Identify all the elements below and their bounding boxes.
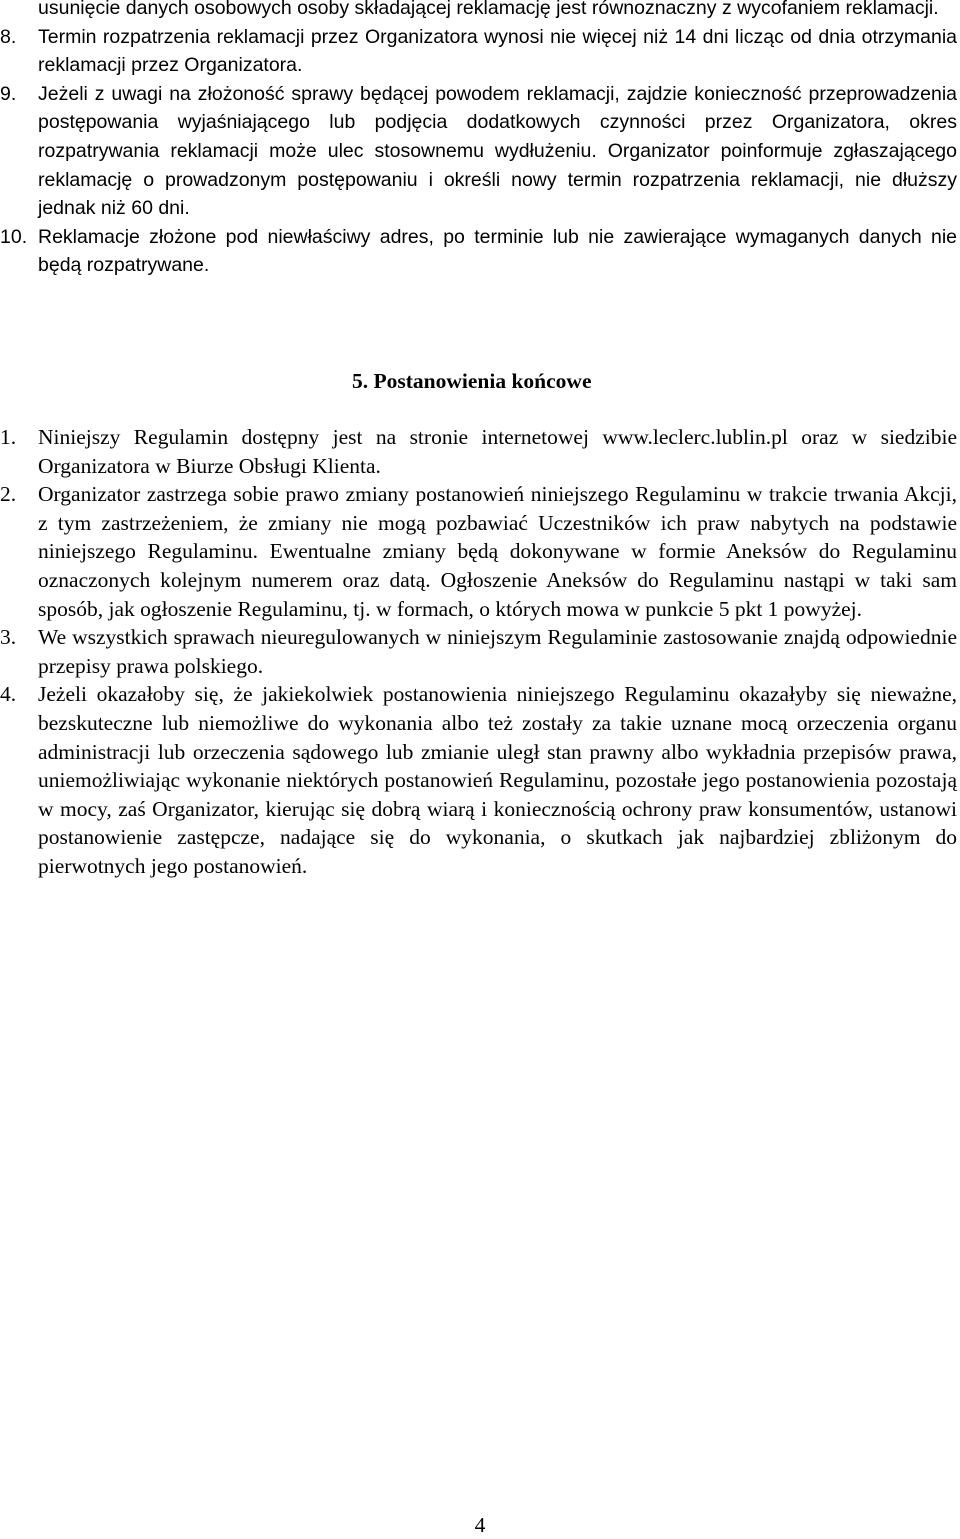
final-provisions-list bbox=[0, 423, 960, 881]
list-item bbox=[0, 23, 960, 80]
list-item-number: 2. bbox=[0, 482, 17, 507]
page-number: 4 bbox=[474, 1513, 486, 1537]
list-item bbox=[0, 0, 960, 23]
list-item-number: 9. bbox=[0, 82, 17, 105]
section-heading: 5. Postanowienia końcowe bbox=[352, 369, 592, 393]
list-item-number: 8. bbox=[0, 25, 17, 48]
complaints-list-continued bbox=[0, 0, 960, 280]
list-item bbox=[0, 680, 960, 880]
list-item-text: Jeżeli okazałoby się, że jakiekolwiek postanowienia niniejszego Regulaminu okazałyby się nieważne, bezskuteczne lub niemożliwe do wykonania albo też zostały za takie uznane mocą orzeczenia organu administracji lub orzeczenia sądowego lub zmianie uległ stan prawny albo wykładnia przepisów prawa, uniemożliwiając wykonanie niektórych postanowień Regulaminu, pozostałe jego postanowienia pozostają w mocy, zaś Organizator, kierując się dobrą wiarą i koniecznością ochrony praw konsumentów, ustanowi postanowienie zastępcze, nadające się do wykonania, o skutkach jak najbardziej zbliżonym do pierwotnych jego postanowień. bbox=[38, 682, 957, 878]
list-item-text: We wszystkich sprawach nieuregulowanych w niniejszym Regulaminie zastosowanie znajdą odpowiednie przepisy prawa polskiego. bbox=[38, 625, 957, 678]
list-item-number: 4. bbox=[0, 682, 17, 707]
list-item-text: Niniejszy Regulamin dostępny jest na stronie internetowej www.leclerc.lublin.pl oraz w siedzibie Organizatora w Biurze Obsługi Klienta. bbox=[38, 425, 957, 478]
list-item bbox=[0, 423, 960, 480]
list-item bbox=[0, 480, 960, 623]
list-item-text: Organizator zastrzega sobie prawo zmiany postanowień niniejszego Regulaminu w trakcie trwania Akcji, z tym zastrzeżeniem, że zmiany nie mogą pozbawiać Uczestników ich praw nabytych na podstawie niniejszego Regulaminu. Ewentualne zmiany będą dokonywane w formie Aneksów do Regulaminu oznaczonych kolejnym numerem oraz datą. Ogłoszenie Aneksów do Regulaminu nastąpi w taki sam sposób, jak ogłoszenie Regulaminu, tj. w formach, o których mowa w punkcie 5 pkt 1 powyżej. bbox=[38, 482, 957, 621]
list-item-number: 1. bbox=[0, 425, 17, 449]
list-item-text: Reklamacje złożone pod niewłaściwy adres, po terminie lub nie zawierające wymaganych danych nie będą rozpatrywane. bbox=[38, 225, 957, 277]
list-item-number: 10. bbox=[0, 225, 28, 248]
list-item bbox=[0, 80, 960, 223]
list-item bbox=[0, 623, 960, 680]
list-item-number: 3. bbox=[0, 625, 17, 650]
list-item-text: Jeżeli z uwagi na złożoność sprawy będącej powodem reklamacji, zajdzie konieczność przeprowadzenia postępowania wyjaśniającego lub podjęcia dodatkowych czynności przez Organizatora, okres rozpatrywania reklamacji może ulec stosownemu wydłużeniu. Organizator poinformuje zgłaszającego reklamację o prowadzonym postępowaniu i określi nowy termin rozpatrzenia reklamacji, nie dłuższy jednak niż 60 dni. bbox=[38, 82, 957, 220]
list-item bbox=[0, 223, 960, 280]
list-item-text: Termin rozpatrzenia reklamacji przez Organizatora wynosi nie więcej niż 14 dni licząc od dnia otrzymania reklamacji przez Organizatora. bbox=[38, 25, 957, 77]
list-item-text: usunięcie danych osobowych osoby składającej reklamację jest równoznaczny z wycofaniem reklamacji. bbox=[38, 0, 939, 19]
